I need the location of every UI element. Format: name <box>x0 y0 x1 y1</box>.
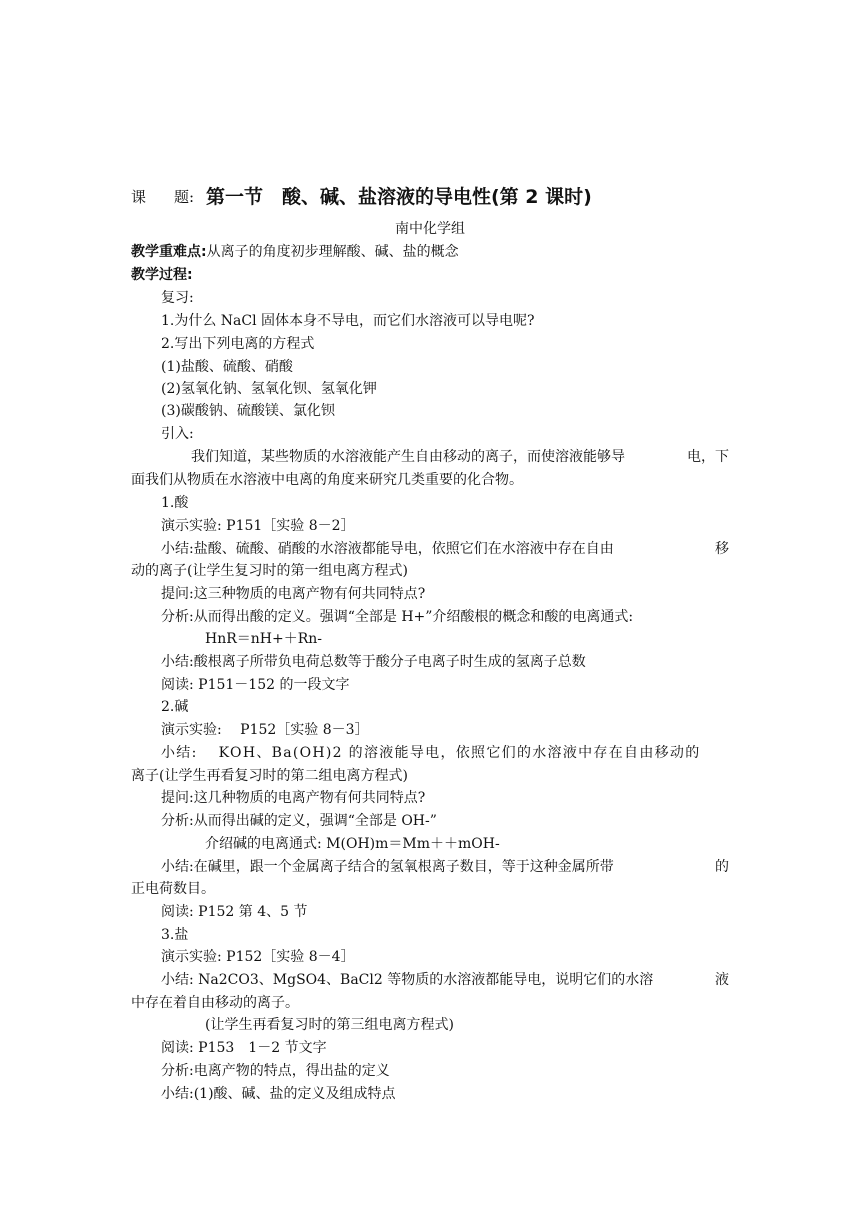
base-summary-2-line-2: 正电荷数目。 <box>131 881 215 897</box>
acid-equation: HnR＝nH+＋Rn- <box>205 631 323 647</box>
process-heading: 教学过程: <box>131 267 193 283</box>
base-summary-line-2: 离子(让学生再看复习时的第二组电离方程式) <box>131 768 408 784</box>
section-acid-heading: 1.酸 <box>161 495 189 511</box>
review-item-1: (1)盐酸、硫酸、硝酸 <box>161 359 293 375</box>
intro-paragraph-line-1 <box>191 447 729 467</box>
acid-reading: 阅读: P151－152 的一段文字 <box>161 677 350 693</box>
intro-line-1-left: 我们知道，某些物质的水溶液能产生自由移动的离子，而使溶液能够导 <box>191 449 625 465</box>
review-question-1: 1.为什么 NaCl 固体本身不导电，而它们水溶液可以导电呢? <box>161 313 535 329</box>
intro-paragraph-line-2: 面我们从物质在水溶液中电离的角度来研究几类重要的化合物。 <box>131 472 523 488</box>
review-heading: 复习: <box>161 290 194 306</box>
acid-summary-2: 小结:酸根离子所带负电荷总数等于酸分子电离子时生成的氢离子总数 <box>161 654 586 670</box>
acid-summary-line-1 <box>161 539 729 559</box>
review-item-3: (3)碳酸钠、硫酸镁、氯化钡 <box>161 403 335 419</box>
key-points-text: 从离子的角度初步理解酸、碱、盐的概念 <box>206 244 459 260</box>
salt-summary-right: 液 <box>715 972 729 988</box>
salt-summary-line-1 <box>161 970 729 990</box>
title-label-part-b: 题: <box>174 188 195 206</box>
author-line: 南中化学组 <box>395 221 465 237</box>
intro-heading: 引入: <box>161 426 194 442</box>
base-demo: 演示实验: P152［实验 8－3］ <box>161 722 369 738</box>
title-label <box>131 186 194 207</box>
salt-demo: 演示实验: P152［实验 8－4］ <box>161 949 355 965</box>
review-item-2: (2)氢氧化钠、氢氧化钡、氢氧化钾 <box>161 381 377 397</box>
base-analysis: 分析:从而得出碱的定义，强调“全部是 OH-” <box>161 813 437 829</box>
base-question: 提问:这几种物质的电离产物有何共同特点? <box>161 790 426 806</box>
intro-line-1-right: 电，下 <box>687 449 729 465</box>
acid-demo: 演示实验: P151［实验 8－2］ <box>161 518 355 534</box>
acid-summary-left: 小结:盐酸、硫酸、硝酸的水溶液都能导电，依照它们在水溶液中存在自由 <box>161 541 614 557</box>
acid-analysis: 分析:从而得出酸的定义。强调“全部是 H+”介绍酸根的概念和酸的电离通式: <box>161 609 634 625</box>
section-base-heading: 2.碱 <box>161 699 189 715</box>
section-salt-heading: 3.盐 <box>161 927 189 943</box>
salt-summary-2: 小结:(1)酸、碱、盐的定义及组成特点 <box>161 1086 396 1102</box>
base-equation: 介绍碱的电离通式: M(OH)m＝Mm＋＋mOH- <box>205 836 500 852</box>
base-summary-line-1: 小结: KOH、Ba(OH)2 的溶液能导电，依照它们的水溶液中存在自由移动的 <box>161 745 701 761</box>
base-summary-2-right: 的 <box>715 859 729 875</box>
salt-summary-line-2: 中存在着自由移动的离子。 <box>131 995 299 1011</box>
base-summary-2-left: 小结:在碱里，跟一个金属离子结合的氢氧根离子数目，等于这种金属所带 <box>161 859 614 875</box>
base-reading: 阅读: P152 第 4、5 节 <box>161 904 308 920</box>
document-title: 第一节 酸、碱、盐溶液的导电性(第 2 课时) <box>206 186 592 208</box>
salt-reading: 阅读: P153 1－2 节文字 <box>161 1040 327 1056</box>
review-question-2: 2.写出下列电离的方程式 <box>161 336 315 352</box>
key-points-label: 教学重难点: <box>131 244 207 260</box>
acid-summary-right: 移 <box>715 541 729 557</box>
acid-summary-line-2: 动的离子(让学生复习时的第一组电离方程式) <box>131 563 408 579</box>
base-summary-2-line-1 <box>161 857 729 877</box>
salt-analysis: 分析:电离产物的特点，得出盐的定义 <box>161 1063 390 1079</box>
key-points <box>131 242 459 262</box>
salt-note: (让学生再看复习时的第三组电离方程式) <box>205 1017 454 1033</box>
acid-question: 提问:这三种物质的电离产物有何共同特点? <box>161 586 426 602</box>
salt-summary-left: 小结: Na2CO3、MgSO4、BaCl2 等物质的水溶液都能导电，说明它们的水溶 <box>161 972 654 988</box>
title-label-part-a: 课 <box>131 188 147 206</box>
